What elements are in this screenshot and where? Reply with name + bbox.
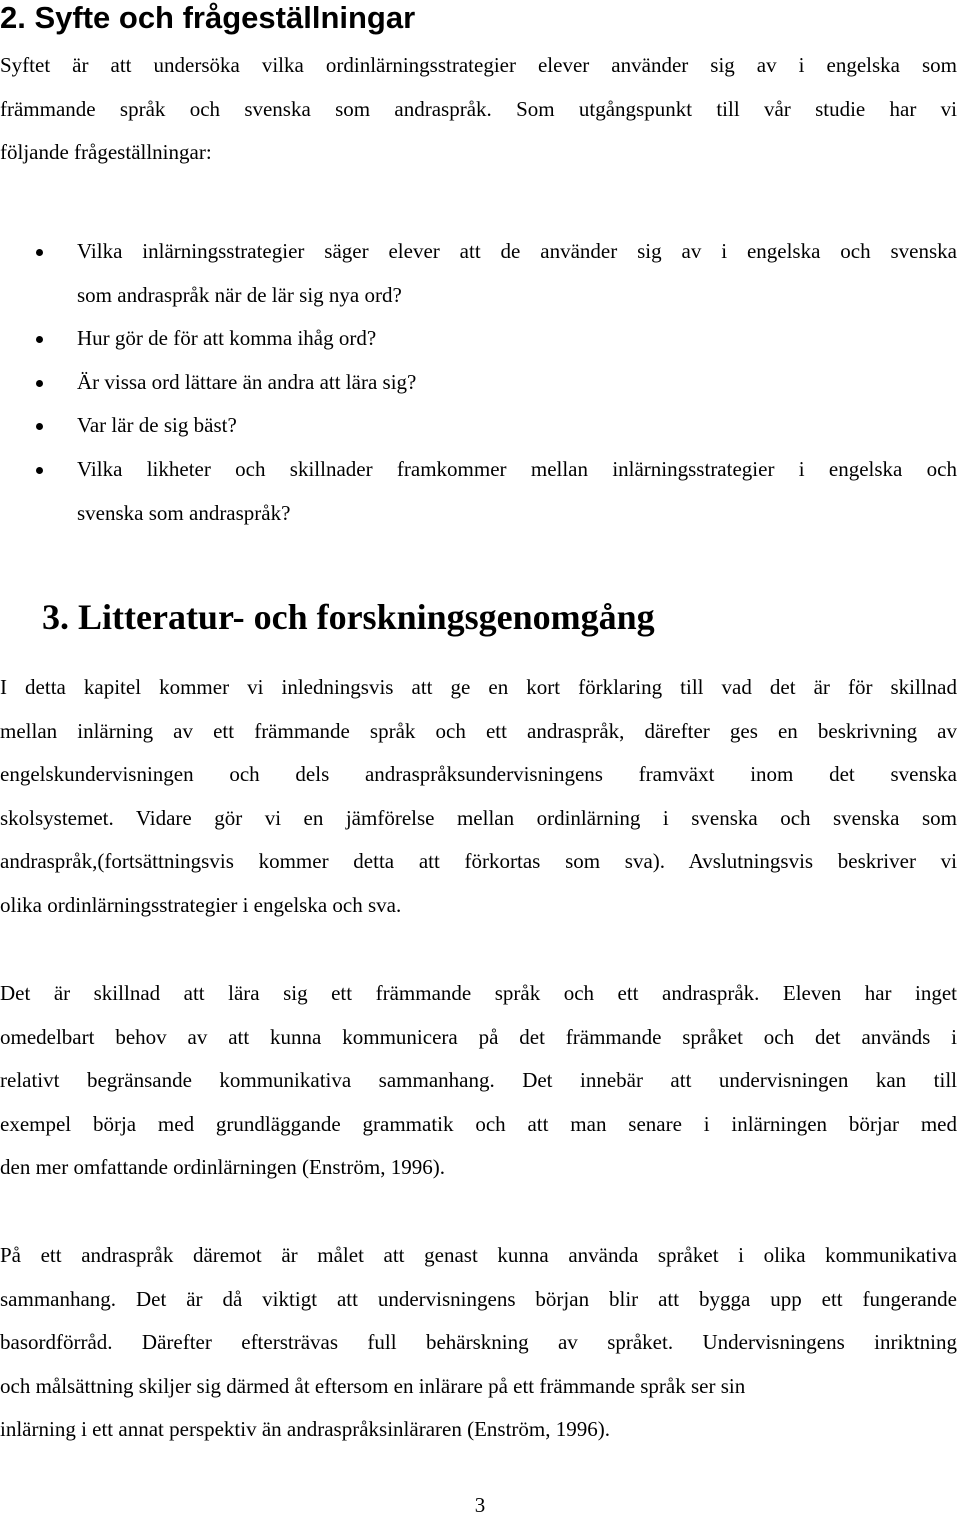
list-item [0,361,957,405]
text-line: Det är skillnad att lära sig ett främmande språk och ett andraspråk. Eleven har inget [0,981,957,1005]
text-line: sammanhang. Det är då viktigt att undervisningens början blir att bygga upp ett fungerande [0,1286,957,1311]
text-line: mellan inlärning av ett främmande språk och ett andraspråk, därefter ges en beskrivning av [0,718,957,743]
list-item [0,317,957,361]
text-line: den mer omfattande ordinlärningen (Enström, 1996). [0,1155,445,1180]
list-item [0,448,957,535]
list-item [0,230,957,317]
section-3-paragraph-2 [0,972,957,1190]
text-line: Var lär de sig bäst? [77,413,237,438]
bullet-icon [36,467,43,474]
text-line: olika ordinlärningsstrategier i engelska och sva. [0,892,402,917]
text-line: Syftet är att undersöka vilka ordinlärningsstrategier elever använder sig av i engelska som [0,53,957,77]
text-line: svenska som andraspråk? [77,500,291,525]
text-line: I detta kapitel kommer vi inledningsvis att ge en kort förklaring till vad det är för skillnad [0,675,957,699]
section-2-intro [0,44,957,175]
text-line: relativt begränsande kommunikativa sammanhang. Det innebär att undervisningen kan till [0,1068,957,1093]
section-3-paragraph-1 [0,666,957,928]
bullet-icon [36,380,43,387]
text-line: följande frågeställningar: [0,140,212,165]
text-line: omedelbart behov av att kunna kommunicera på det främmande språket och det används i [0,1024,957,1049]
text-line: inlärning i ett annat perspektiv än andraspråksinläraren (Enström, 1996). [0,1417,610,1442]
text-line: basordförråd. Därefter eftersträvas full behärskning av språket. Undervisningens inriktning [0,1330,957,1355]
page-number: 3 [474,1493,486,1517]
text-line: främmande språk och svenska som andraspråk. Som utgångspunkt till vår studie har vi [0,96,957,121]
text-line: andraspråk,(fortsättningsvis kommer detta att förkortas som sva). Avslutningsvis beskriver vi [0,849,957,874]
bullet-icon [36,423,43,430]
bullet-icon [36,336,43,343]
text-line: Vilka likheter och skillnader framkommer mellan inlärningsstrategier i engelska och [77,456,957,481]
research-questions-list [0,230,960,535]
text-line: skolsystemet. Vidare gör vi en jämförelse mellan ordinlärning i svenska och svenska som [0,805,957,830]
section-3-heading: 3. Litteratur- och forskningsgenomgång [42,597,655,637]
text-line: och målsättning skiljer sig därmed åt eftersom en inlärare på ett främmande språk ser sin [0,1373,746,1398]
text-line: Vilka inlärningsstrategier säger elever att de använder sig av i engelska och svenska [77,239,957,263]
text-line: På ett andraspråk däremot är målet att genast kunna använda språket i olika kommunikativa [0,1243,957,1267]
section-3-paragraph-3 [0,1234,957,1452]
text-line: engelskundervisningen och dels andraspråksundervisningens framväxt inom det svenska [0,762,957,787]
text-line: Hur gör de för att komma ihåg ord? [77,326,377,351]
list-item [0,404,957,448]
text-line: exempel börja med grundläggande grammatik och att man senare i inlärningen börjar med [0,1111,957,1136]
text-line: Är vissa ord lättare än andra att lära sig? [77,369,417,394]
section-2-heading: 2. Syfte och frågeställningar [0,0,416,35]
bullet-icon [36,249,43,256]
text-line: som andraspråk när de lär sig nya ord? [77,282,402,307]
